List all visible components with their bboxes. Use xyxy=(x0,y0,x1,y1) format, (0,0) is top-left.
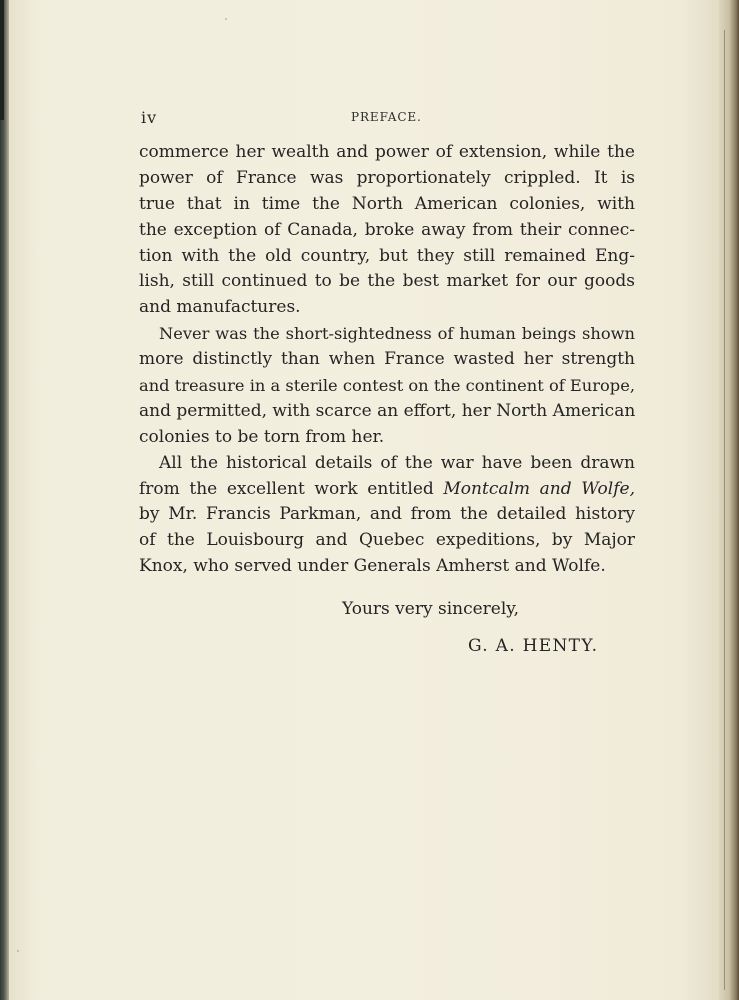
text-line: and permitted, with scarce an effort, her North American xyxy=(139,400,635,421)
text-line: colonies to be torn from her. xyxy=(139,426,385,447)
text-line: All the historical details of the war have been drawn xyxy=(159,452,635,473)
text-line: and treasure in a sterile contest on the continent of Europe, xyxy=(139,376,635,396)
text-line: commerce her wealth and power of extension, while the xyxy=(139,142,635,162)
text-line: Never was the short-sightedness of human beings shown xyxy=(159,324,635,344)
text-line: true that in time the North American colonies, with xyxy=(139,193,635,214)
page-edge-line xyxy=(724,30,725,990)
page-number: iv xyxy=(141,108,158,127)
text-line: Knox, who served under Generals Amherst and Wolfe. xyxy=(139,556,606,577)
running-head: PREFACE. xyxy=(351,110,422,124)
page-binding-edge xyxy=(0,0,9,1000)
text-fragment: from the excellent work entitled xyxy=(139,478,444,499)
text-line: lish, still continued to be the best market for our goods xyxy=(139,271,635,292)
valediction: Yours very sincerely, xyxy=(342,599,520,619)
text-line: and manufactures. xyxy=(139,297,301,318)
binding-shadow xyxy=(0,0,4,120)
text-line xyxy=(139,477,635,503)
body-text xyxy=(139,140,635,580)
text-line: tion with the old country, but they still remained Eng- xyxy=(139,245,635,266)
paper-speck xyxy=(225,18,227,20)
page-header xyxy=(141,108,635,128)
book-title-italic: Montcalm and Wolfe, xyxy=(443,478,635,499)
text-line: the exception of Canada, broke away from their connec- xyxy=(139,219,635,240)
text-line: by Mr. Francis Parkman, and from the detailed history xyxy=(139,504,635,525)
text-line: more distinctly than when France wasted her strength xyxy=(139,349,635,370)
text-line: of the Louisbourg and Quebec expeditions, by Major xyxy=(139,530,635,551)
page-right-edge xyxy=(719,0,739,1000)
text-line: power of France was proportionately crippled. It is xyxy=(139,167,635,188)
paper-speck xyxy=(17,950,19,952)
author-signature: G. A. HENTY. xyxy=(468,636,599,656)
